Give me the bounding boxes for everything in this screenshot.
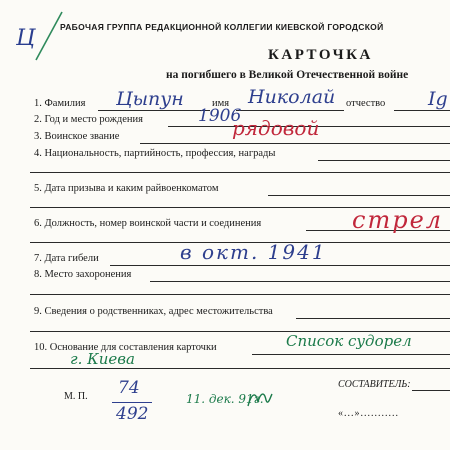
- burial-line-2: [30, 294, 450, 295]
- birth-value: 1906: [198, 106, 242, 126]
- name-line: [236, 110, 344, 111]
- position-value: стрел: [352, 206, 444, 234]
- nationality-label: 4. Национальность, партийность, профессия, награды: [34, 148, 276, 159]
- card-title: КАРТОЧКА: [268, 47, 373, 63]
- nationality-line: [318, 160, 450, 161]
- compiler-label: СОСТАВИТЕЛЬ:: [338, 379, 411, 390]
- compiler-line: [412, 390, 450, 391]
- rank-label: 3. Воинское звание: [34, 131, 120, 142]
- death-label: 7. Дата гибели: [34, 253, 99, 264]
- signature-icon: [246, 388, 274, 410]
- basis-value-1: Список судорел: [286, 332, 412, 350]
- relatives-label: 9. Сведения о родственниках, адрес местожительства: [34, 306, 273, 317]
- relatives-line: [296, 318, 450, 319]
- draft-label: 5. Дата призыва и каким райвоенкоматом: [34, 183, 219, 194]
- burial-label: 8. Место захоронения: [34, 269, 132, 280]
- footer-note: 11. дек. 91г.: [186, 392, 264, 406]
- rank-value: рядовой: [232, 116, 320, 140]
- basis-label: 10. Основание для составления карточки: [34, 342, 217, 353]
- mp-label: М. П.: [64, 391, 88, 402]
- compiler-date-dots: «...»...........: [338, 408, 399, 419]
- name-label: имя: [212, 98, 230, 109]
- mp-number-top: 74: [118, 378, 140, 398]
- nationality-line-2: [30, 172, 450, 173]
- rank-line: [140, 143, 450, 144]
- name-value: Николай: [248, 86, 336, 108]
- death-line: [110, 265, 450, 266]
- mp-fraction-line: [112, 402, 152, 403]
- position-label: 6. Должность, номер воинской части и соединения: [34, 218, 262, 229]
- patronymic-value: Ig: [428, 88, 448, 110]
- basis-value-2: г. Киева: [70, 350, 135, 368]
- surname-value: Цыпун: [116, 88, 184, 110]
- patronymic-line: [394, 110, 450, 111]
- patronymic-label: отчество: [346, 98, 386, 109]
- basis-line-2: [30, 368, 450, 369]
- birth-label: 2. Год и место рождения: [34, 114, 143, 125]
- surname-label: 1. Фамилия: [34, 98, 86, 109]
- basis-line: [252, 354, 450, 355]
- draft-line: [268, 195, 450, 196]
- mp-number-bottom: 492: [116, 404, 149, 424]
- mark-letter: Ц: [16, 26, 36, 51]
- card-header: РАБОЧАЯ ГРУППА РЕДАКЦИОННОЙ КОЛЛЕГИИ КИЕВСКОЙ ГОРОДСКОЙ: [60, 22, 384, 32]
- card-subtitle: на погибшего в Великой Отечественной войне: [166, 69, 409, 81]
- surname-line: [98, 110, 210, 111]
- burial-line: [150, 281, 450, 282]
- death-value: в окт. 1941: [180, 240, 327, 264]
